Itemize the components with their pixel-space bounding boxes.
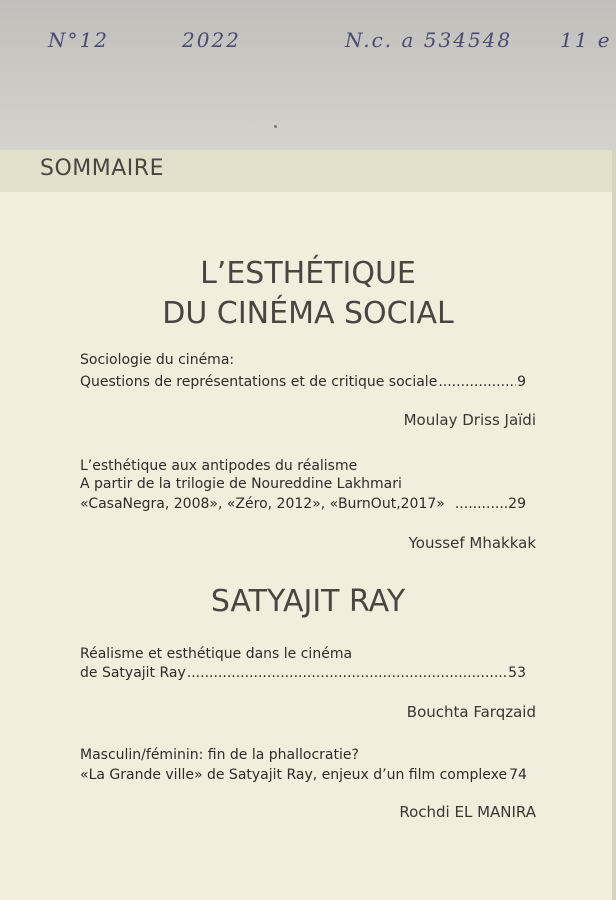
section-title-1-line1: L’ESTHÉTIQUE — [200, 256, 416, 291]
entry-3-page: 53 — [508, 665, 526, 681]
page-title: SOMMAIRE — [40, 156, 164, 181]
handwritten-issue: N°12 — [48, 28, 109, 52]
entry-1-page: 9 — [517, 374, 526, 390]
section-title-1-line2: DU CINÉMA SOCIAL — [162, 296, 454, 331]
entry-4-line2 — [80, 767, 526, 783]
entry-3-title: de Satyajit Ray — [80, 665, 186, 681]
speck — [274, 125, 277, 128]
dot-leader — [455, 496, 507, 512]
entry-1-line1: Sociologie du cinéma: — [80, 352, 235, 368]
handwritten-extra: 11 e — [560, 28, 612, 52]
entry-3-line2 — [80, 665, 526, 681]
entry-3-line1: Réalisme et esthétique dans le cinéma — [80, 646, 353, 662]
handwritten-year: 2022 — [182, 28, 241, 52]
dot-leader — [438, 374, 516, 390]
header-band — [0, 0, 616, 150]
section-title-2: SATYAJIT RAY — [210, 584, 406, 619]
dot-leader — [187, 665, 507, 681]
entry-2-title: «CasaNegra, 2008», «Zéro, 2012», «BurnOut,2017» — [80, 496, 445, 512]
entry-4-title: «La Grande ville» de Satyajit Ray, enjeux d’un film complexe — [80, 767, 508, 783]
entry-2-line1: L’esthétique aux antipodes du réalisme — [80, 458, 358, 474]
entry-2-author: Youssef Mhakkak — [408, 534, 536, 552]
entry-4-author: Rochdi EL MANIRA — [399, 803, 536, 821]
entry-3-author: Bouchta Farqzaid — [406, 703, 536, 721]
entry-4-page: 74 — [509, 767, 527, 783]
entry-1-title: Questions de représentations et de critique sociale — [80, 374, 438, 390]
entry-1-line2 — [80, 374, 526, 390]
entry-2-line3 — [80, 496, 526, 512]
entry-4-line1: Masculin/féminin: fin de la phallocratie? — [80, 747, 359, 763]
handwritten-reference: N.c. a 534548 — [345, 28, 513, 52]
entry-1-author: Moulay Driss Jaïdi — [403, 411, 536, 429]
entry-2-page: 29 — [508, 496, 526, 512]
entry-2-line2: A partir de la trilogie de Noureddine Lakhmari — [80, 476, 402, 492]
